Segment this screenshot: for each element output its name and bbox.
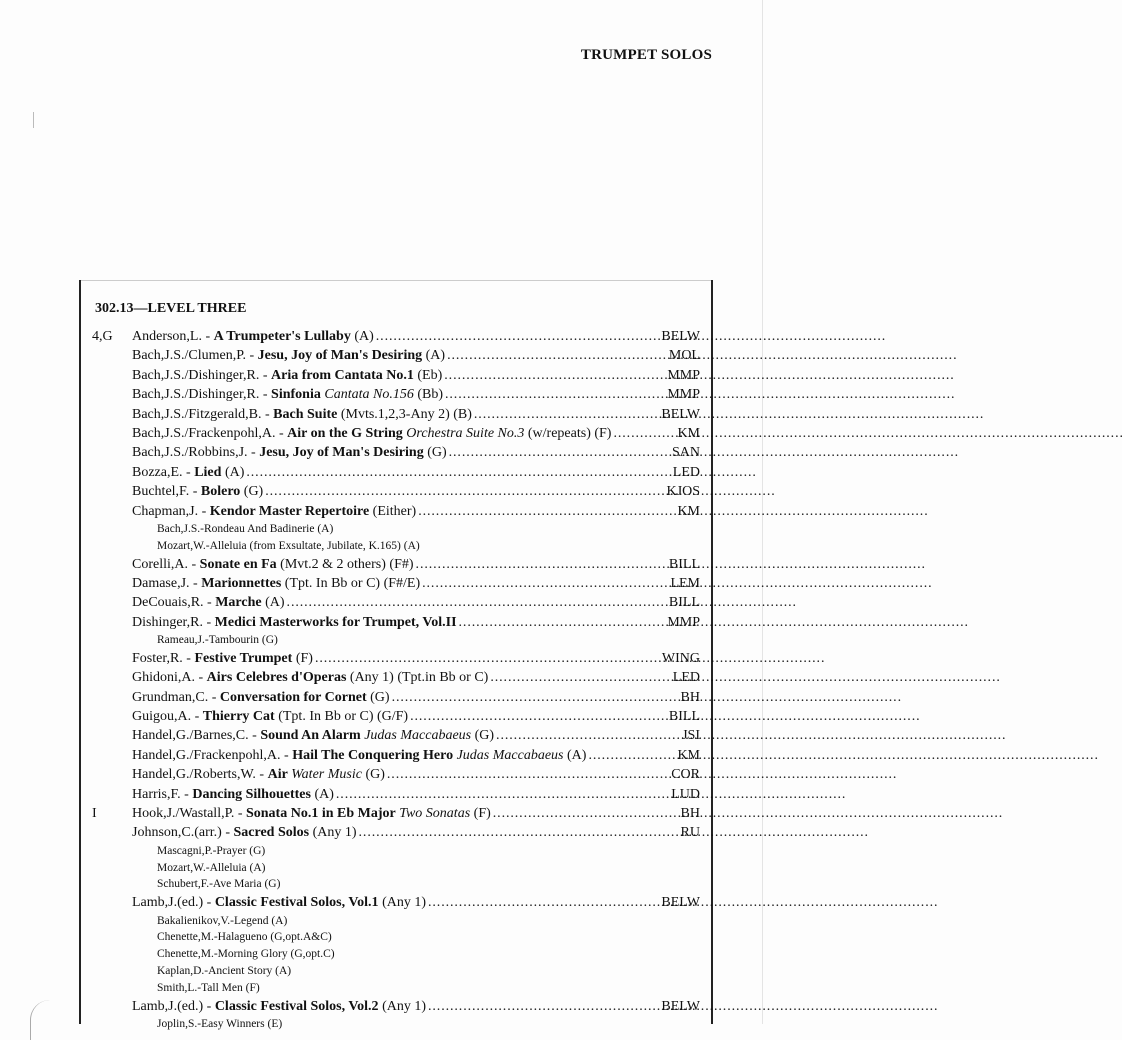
entry-description: Lamb,J.(ed.) - Classic Festival Solos, Vol.1 (Any 1) (132, 895, 426, 911)
publisher-code: KM (677, 503, 700, 519)
dot-leader (493, 806, 679, 822)
sub-item: Chenette,M.-Morning Glory (G,opt.C) (157, 948, 335, 961)
entry-description: Bach,J.S./Frackenpohl,A. - Air on the G String Orchestra Suite No.3 (w/repeats) (F) (132, 425, 612, 441)
dot-leader (418, 504, 675, 520)
dot-leader (416, 557, 667, 573)
entry-description: Anderson,L. - A Trumpeter's Lullaby (A) (132, 329, 374, 344)
dot-leader (445, 387, 665, 403)
publisher-code: MOL (668, 348, 700, 364)
dot-leader (613, 426, 675, 442)
publisher-code: BILL (668, 709, 700, 725)
list-item (92, 329, 700, 348)
entry-description: Handel,G./Barnes,C. - Sound An Alarm Judas Maccabaeus (G) (132, 728, 495, 744)
publisher-code: BELW (661, 998, 700, 1014)
publisher-code: LEM (670, 575, 700, 591)
list-item (92, 651, 700, 670)
dot-leader (287, 595, 667, 611)
dot-leader (410, 709, 667, 725)
list-item (92, 690, 700, 709)
entry-description: Corelli,A. - Sonate en Fa (Mvt.2 & 2 others) (F#) (132, 556, 414, 572)
dot-leader (265, 484, 664, 500)
entry-description: Bach,J.S./Clumen,P. - Jesu, Joy of Man's Desiring (A) (132, 348, 446, 364)
sub-item: Mascagni,P.-Prayer (G) (157, 844, 266, 857)
dot-leader (459, 615, 666, 631)
entry-description: Buchtel,F. - Bolero (G) (132, 484, 264, 500)
list-item (92, 368, 700, 387)
solo-list (92, 329, 700, 1035)
publisher-code: COR (671, 767, 700, 783)
entry-description: Harris,F. - Dancing Silhouettes (A) (132, 786, 334, 802)
list-item (92, 615, 700, 634)
list-item (92, 767, 700, 786)
publisher-code: MMP (667, 614, 700, 630)
sub-item: Chenette,M.-Halagueno (G,opt.A&C) (157, 931, 332, 944)
dot-leader (246, 465, 670, 481)
entry-description: Foster,R. - Festive Trumpet (F) (132, 650, 313, 666)
section-heading: 302.13—LEVEL THREE (95, 301, 247, 316)
entry-description: Bach,J.S./Dishinger,R. - Aria from Cantata No.1 (Eb) (132, 367, 443, 383)
frame-top-border (79, 280, 713, 281)
list-item (92, 557, 700, 576)
dot-leader (449, 445, 670, 461)
entry-description: Hook,J./Wastall,P. - Sonata No.1 in Eb Major Two Sonatas (F) (132, 805, 491, 821)
list-item (92, 504, 700, 523)
publisher-code: LED (672, 670, 700, 686)
list-item (92, 670, 700, 689)
list-item (92, 465, 700, 484)
sub-item: Mozart,W.-Alleluia (A) (157, 861, 266, 874)
entry-description: Ghidoni,A. - Airs Celebres d'Operas (Any 1) (Tpt.in Bb or C) (132, 670, 489, 686)
publisher-code: JSI (682, 728, 700, 744)
entry-description: Lamb,J.(ed.) - Classic Festival Solos, Vol.2 (Any 1) (132, 998, 426, 1014)
entry-description: DeCouais,R. - Marche (A) (132, 595, 285, 611)
list-item (92, 348, 700, 367)
frame-left-border (79, 280, 81, 1024)
sub-item: Bakalienikov,V.-Legend (A) (157, 914, 288, 927)
list-item (92, 576, 700, 595)
dot-leader (315, 651, 660, 667)
publisher-code: KJOS (666, 484, 700, 500)
sub-item: Mozart,W.-Alleluia (from Exsultate, Jubilate, K.165) (A) (157, 539, 420, 552)
list-item (92, 387, 700, 406)
list-item (92, 445, 700, 464)
publisher-code: BELW (661, 895, 700, 911)
entry-description: Bach,J.S./Fitzgerald,B. - Bach Suite (Mvts.1,2,3-Any 2) (B) (132, 406, 472, 422)
publisher-code: MMP (667, 387, 700, 403)
dot-leader (490, 670, 670, 686)
entry-description: Handel,G./Frackenpohl,A. - Hail The Conquering Hero Judas Maccabaeus (A) (132, 747, 587, 763)
dot-leader (447, 348, 667, 364)
scan-artifact (30, 1000, 51, 1040)
entry-description: Handel,G./Roberts,W. - Air Water Music (G) (132, 767, 385, 783)
list-item (92, 426, 700, 445)
publisher-code: BH (680, 689, 700, 705)
list-item (92, 787, 700, 806)
entry-description: Bozza,E. - Lied (A) (132, 464, 245, 480)
publisher-code: KM (677, 747, 700, 763)
list-item (92, 748, 700, 767)
publisher-code: LUD (671, 786, 700, 802)
level-code: 4,G (92, 329, 113, 344)
publisher-code: BELW (661, 329, 700, 344)
publisher-code: RU (680, 825, 700, 841)
level-code: I (92, 805, 97, 821)
dot-leader (496, 728, 680, 744)
publisher-code: WING (661, 650, 700, 666)
entry-description: Johnson,C.(arr.) - Sacred Solos (Any 1) (132, 825, 357, 841)
publisher-code: SAN (671, 445, 700, 461)
publisher-code: BILL (668, 595, 700, 611)
publisher-code: KM (677, 425, 700, 441)
dot-leader (422, 576, 668, 592)
dot-leader (392, 690, 679, 706)
dot-leader (474, 407, 659, 423)
publisher-code: LED (672, 464, 700, 480)
dot-leader (336, 787, 669, 803)
dot-leader (359, 825, 679, 841)
list-item (92, 728, 700, 747)
list-item (92, 484, 700, 503)
publisher-code: BH (680, 805, 700, 821)
list-item (92, 895, 700, 914)
dot-leader (376, 329, 660, 345)
dot-leader (588, 748, 675, 764)
list-item (92, 709, 700, 728)
page-title: TRUMPET SOLOS (580, 47, 712, 63)
entry-description: Bach,J.S./Robbins,J. - Jesu, Joy of Man's Desiring (G) (132, 445, 447, 461)
entry-description: Bach,J.S./Dishinger,R. - Sinfonia Cantata No.156 (Bb) (132, 387, 443, 403)
scan-mark (33, 112, 34, 128)
entry-description: Damase,J. - Marionnettes (Tpt. In Bb or C) (F#/E) (132, 575, 421, 591)
list-item (92, 999, 700, 1018)
publisher-code: MMP (667, 367, 700, 383)
sub-item: Rameau,J.-Tambourin (G) (157, 634, 278, 647)
dot-leader (444, 368, 665, 384)
entry-description: Grundman,C. - Conversation for Cornet (G) (132, 689, 390, 705)
sub-item: Bach,J.S.-Rondeau And Badinerie (A) (157, 522, 334, 535)
publisher-code: BILL (668, 556, 700, 572)
list-item (92, 825, 700, 844)
publisher-code: BELW (661, 406, 700, 422)
list-item (92, 806, 700, 825)
entry-description: Chapman,J. - Kendor Master Repertoire (Either) (132, 503, 417, 519)
dot-leader (428, 895, 659, 911)
entry-description: Dishinger,R. - Medici Masterworks for Trumpet, Vol.II (132, 614, 457, 630)
list-item (92, 407, 700, 426)
sub-item: Smith,L.-Tall Men (F) (157, 981, 260, 994)
dot-leader (428, 999, 659, 1015)
list-item (92, 595, 700, 614)
dot-leader (387, 767, 669, 783)
sub-item: Schubert,F.-Ave Maria (G) (157, 878, 281, 891)
entry-description: Guigou,A. - Thierry Cat (Tpt. In Bb or C) (G/F) (132, 709, 409, 725)
sub-item: Joplin,S.-Easy Winners (E) (157, 1017, 283, 1030)
sub-item: Kaplan,D.-Ancient Story (A) (157, 964, 292, 977)
